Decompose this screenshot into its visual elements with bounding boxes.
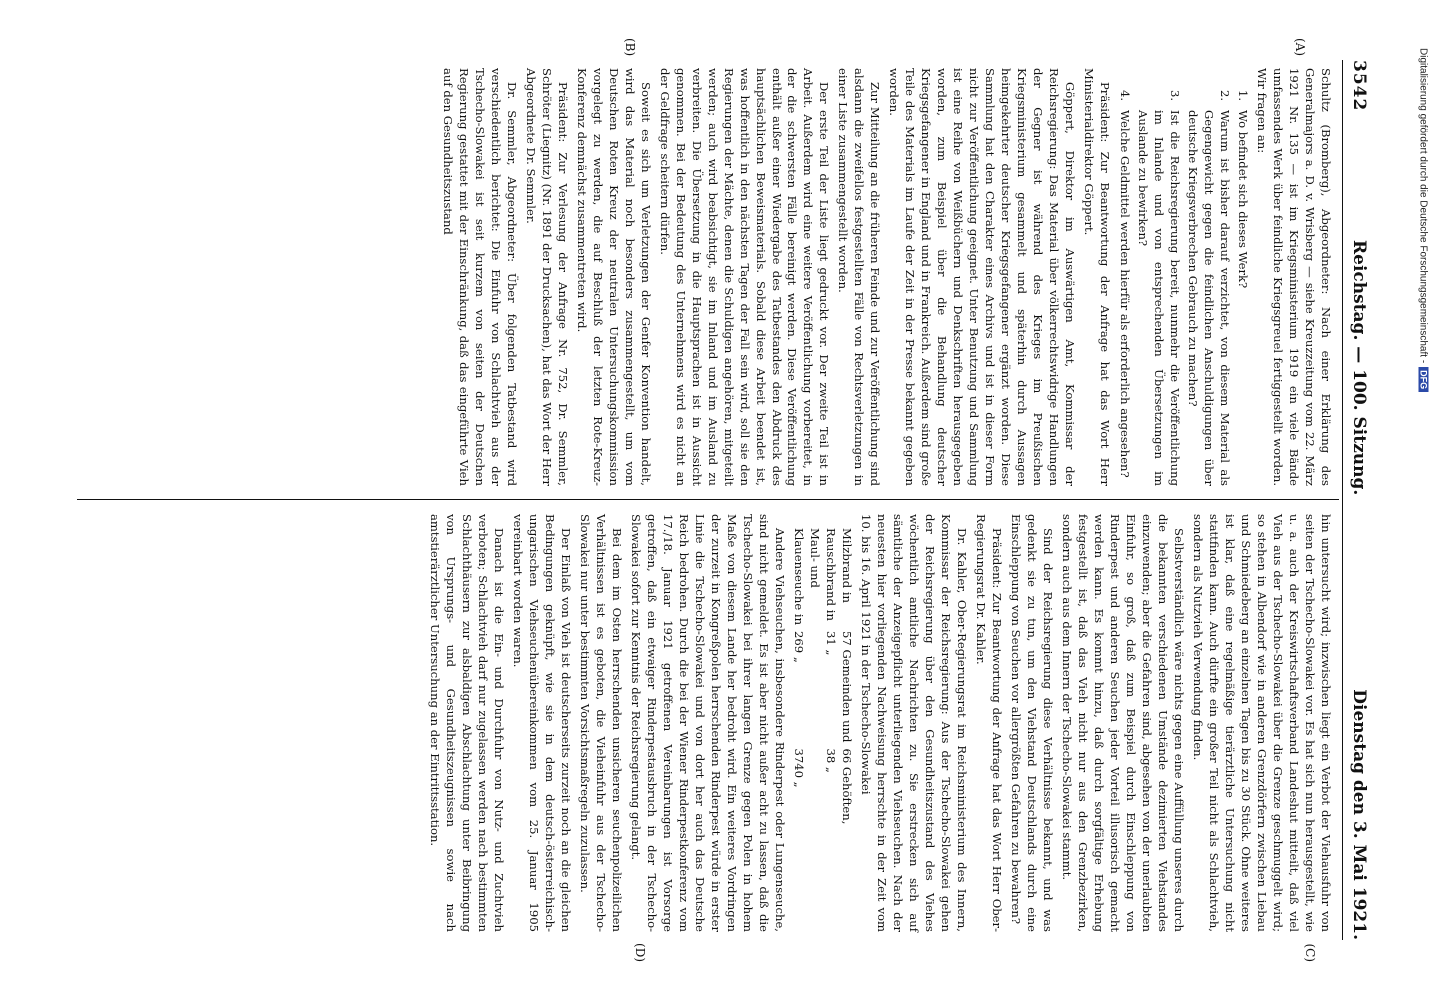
header-rule: [1342, 60, 1343, 940]
table-row: Maul- und: [808, 528, 823, 588]
paragraph: Dr. Semmler, Abgeordneter: Über folgenden Tatbestand wird verschiedentlich berichtet: Die Einfuhr von Schlachtvieh aus der Tschecho-Slowakei ist seit kurzem von seiten der Deutschen Regierung gestattet mit der Einschränkung, daß das eingeführte Vieh auf den Gesundheitszustand: [440, 68, 519, 486]
paragraph: Präsident: Zur Beantwortung der Anfrage hat das Wort Herr Ober-Regierungsrat Dr. Kahler.: [974, 514, 1005, 932]
paragraph: Präsident: Zur Beantwortung der Anfrage hat das Wort Herr Ministerialdirektor Göppert.: [1082, 68, 1113, 486]
session-date: Dienstag den 3. Mai 1921.: [1349, 689, 1369, 940]
disease-table: [791, 528, 855, 830]
paragraph: Andere Viehseuchen, insbesondere Rinderpest oder Lungenseuche, sind nicht gemeldet. Es ist aber nicht außer acht zu lassen, daß die Tschecho-Slowakei bei ihrer langen Grenze gegen Polen in hohem Maße von diesem Lande her bedroht wird. Ein weiteres Vordringen der zurzeit in Kongreßpolen herrschenden Rinderpest würde in erster Linie die Tschecho-Slowakei und von dort her auch das Deutsche Reich bedrohen. Durch die bei der Wiener Rinderpestkonferenz vom 17./18. Januar 1921 getroffenen Vereinbarungen ist Vorsorge getroffen, daß ein etwaiger Rinderpestausbruch in der Tschecho-Slowakei sofort zur Kenntnis der Reichsregierung gelangt.: [628, 514, 787, 932]
list-item: 3. Ist die Reichsregierung bereit, nunmehr die Veröffentlichung im Inlande und von entsprechenden Übersetzungen im Auslande zu bewirken?: [1136, 90, 1183, 486]
paragraph: Präsident: Zur Verlesung der Anfrage Nr. 752, Dr. Semmler, Schröter (Liegnitz) (Nr. 1891 der Drucksachen), hat das Wort der Herr Abgeordnete Dr. Semmler.: [523, 68, 570, 486]
margin-marker-a: (A): [1293, 38, 1307, 57]
question-list: [1116, 68, 1250, 486]
paragraph: Sind der Reichsregierung diese Verhältnisse bekannt, und was gedenkt sie zu tun, um den Viehstand Deutschlands durch eine Einschleppung von Seuchen vor allergrößten Gefahren zu bewahren?: [1009, 514, 1056, 932]
list-item: 1. Wo befindet sich dieses Werk?: [1236, 90, 1251, 289]
paragraph: Schultz (Bromberg), Abgeordneter: Nach einer Erklärung des Generalmajors a. D. v. Wrisberg — siehe Kreuzzeitung vom 22. März 1921 Nr. 135 — ist im Kriegsministerium 1919 ein viele Bände umfassendes Werk über feindliche Kriegsgreuel fertiggestellt worden. Wir fragen an:: [1255, 68, 1333, 486]
paragraph: hin untersucht wird; inzwischen liegt ein Verbot der Viehausfuhr von seiten der Tschecho-Slowakei vor. Es hat sich nun herausgestellt, wie u. a. auch der Kreiswirtschaftsverband Landeshut mitteilt, daß viel Vieh aus der Tschecho-Slowakei über die Grenze geschmuggelt wird; so stehen in Albendorf wie in anderen Grenzdörfern zwischen Liebau und Schmiedeberg an einzelnen Tagen bis zu 30 Stück. Ohne weiteres ist klar, daß eine regelmäßige tierärztliche Untersuchung nicht stattfinden kann. Auch dürfte ein großer Teil nicht als Schlachtvieh, sondern als Nutzvieh Verwendung finden.: [1191, 514, 1333, 932]
margin-marker-b: (B): [623, 38, 637, 57]
list-item: 2. Warum ist bisher darauf verzichtet, von diesem Material als Gegengewicht gegen die feindlichen Anschuldigungen über deutsche Kriegsverbrechen Gebrauch zu machen?: [1186, 90, 1233, 486]
paragraph: Selbstverständlich wäre nichts gegen eine Auffüllung unseres durch die bekannten verschiedenen Umstände dezimierten Viehstandes einzuwenden; aber die Gefahren sind, abgesehen von der unerlaubten Einfuhr, so groß, daß zum Beispiel durch Einschleppung von Rinderpest und anderen Seuchen jeder Vorteil illusorisch gemacht werden kann. Es kommt hinzu, daß durch sorgfältige Erhebung festgestellt ist, daß das Vieh nicht nur aus den Grenzbezirken, sondern auch aus dem Innern der Tschecho-Slowakei stammt.: [1060, 514, 1187, 932]
table-row: Milzbrand in 57 Gemeinden und 66 Gehöften,: [840, 528, 855, 825]
margin-marker-c: (C): [1303, 943, 1317, 962]
rotated-page: [57, 30, 1377, 970]
list-item: 4. Welche Geldmittel werden hierfür als erforderlich angesehen?: [1118, 90, 1133, 478]
margin-marker-d: (D): [633, 943, 647, 962]
table-row: Klauenseuche in 269 „ 3740 „: [792, 528, 807, 788]
column-divider: [77, 499, 1339, 500]
paragraph: Der erste Teil der Liste liegt gedruckt vor. Der zweite Teil ist in Arbeit. Außerdem wird eine weitere Veröffentlichung vorbereitet, in der die schwersten Fälle bereinigt werden. Diese Veröffentlichung enthält außer einer Wiedergabe des Tatbestandes den Abdruck des hauptsächlichen Beweismaterials. Sobald diese Arbeit beendet ist, was hoffentlich in den nächsten Tagen der Fall sein wird, soll sie den Regierungen der Mächte, denen die Schuldigen angehören, mitgeteilt werden; auch wird beabsichtigt, sie im Inland und im Ausland zu verbreiten. Die Übersetzung in die Hauptsprachen ist in Aussicht genommen. Bei der Bedeutung des Unternehmens wird es nicht an der Geldfrage scheitern dürfen.: [657, 68, 832, 486]
digitization-notice: [1416, 8, 1430, 988]
page-header: [1343, 60, 1377, 940]
paragraph: Göppert, Direktor im Auswärtigen Amt, Kommissar der Reichsregierung: Das Material über völkerrechtswidrige Handlungen der Gegner ist während des Krieges im Preußischen Kriegsministerium gesammelt und späterhin durch Aussagen heimgekehrter deutscher Kriegsgefangener ergänzt worden. Diese Sammlung hat den Charakter eines Archivs und ist in dieser Form nicht zur Veröffentlichung geeignet. Unter Benutzung und Sammlung ist eine Reihe von Weißbüchern und Denkschriften herausgegeben worden, zum Beispiel über die Behandlung deutscher Kriegsgefangener in England und in Frankreich. Außerdem sind große Teile des Materials im Laufe der Zeit in der Presse bekannt gegeben worden.: [887, 68, 1078, 486]
paragraph: Dr. Kahler, Ober-Regierungsrat im Reichsministerium des Innern, Kommissar der Reichsregierung: Aus der Tschecho-Slowakei gehen der Reichsregierung über den Gesundheitszustand des Viehes wöchentlich amtliche Nachrichten zu. Sie erstrecken sich auf sämtliche der Anzeigepflicht unterliegenden Viehseuchen. Nach der neuesten hier vorliegenden Nachweisung herrschte in der Zeit vom 10. bis 16. April 1921 in der Tschecho-Slowakei: [859, 514, 970, 932]
table-row: Rauschbrand in 31 „ 38 „: [824, 528, 839, 773]
paragraph: Zur Mitteilung an die früheren Feinde und zur Veröffentlichung sind alsdann die zweifellos festgestellten Fälle von Rechtsverletzungen in einer Liste zusammengestellt worden.: [836, 68, 883, 486]
session-title: Reichstag. — 100. Sitzung.: [1349, 240, 1369, 496]
paragraph: Danach ist die Ein- und Durchfuhr von Nutz- und Zuchtvieh verboten; Schlachtvieh darf nur zugelassen werden nach bestimmten Schlachthäusern zur alsbaldigen Abschlachtung unter Beibringung von Ursprungs- und Gesundheitszeugnissen sowie nach amtstierärztlicher Untersuchung an der Eintrittsstation.: [427, 514, 506, 932]
digitization-text: Digitalisierung gefördert durch die Deutsche Forschungsgemeinschaft -: [1417, 48, 1429, 364]
right-column: [423, 514, 1333, 932]
paragraph: Der Einlaß von Vieh ist deutscherseits zurzeit noch an die gleichen Bedingungen geknüpft, wie sie in dem deutsch-österreichisch-ungarischen Viehseuchenübereinkommen vom 25. Januar 1905 vereinbart worden waren.: [510, 514, 573, 932]
paragraph: Soweit es sich um Verletzungen der Genfer Konvention handelt, wird das Material noch besonders zusammengestellt, um vom Deutschen Roten Kreuz der neutralen Untersuchungskommission vorgelegt zu werden, die auf Beschluß der letzten Rote-Kreuz-Konferenz demnächst zusammentreten wird.: [574, 68, 653, 486]
paragraph: Bei dem im Osten herrschenden unsicheren seuchenpolizeilichen Verhältnissen ist es geboten, die Vieheinfuhr aus der Tschecho-Slowakei nur unter bestimmten Vorsichtsmaßregeln zuzulassen.: [577, 514, 624, 932]
left-column: [436, 68, 1333, 486]
page-number: 3542: [1349, 60, 1369, 112]
dfg-logo: DFG: [1419, 367, 1429, 392]
